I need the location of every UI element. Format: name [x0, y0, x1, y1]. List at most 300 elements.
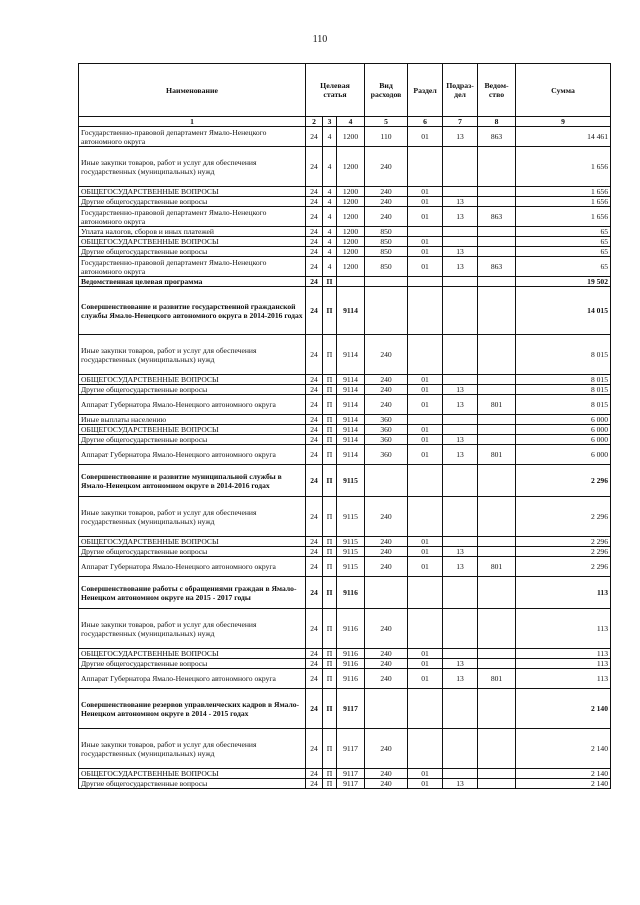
amount-cell: 2 296: [516, 497, 611, 537]
target-article-part1-cell: 24: [306, 257, 323, 277]
table-row: [79, 609, 611, 649]
section-cell: [408, 465, 443, 497]
page-number: 110: [312, 34, 328, 45]
department-cell: [478, 649, 516, 659]
department-cell: [478, 497, 516, 537]
target-article-part2-cell: 4: [323, 247, 337, 257]
table-row: [79, 187, 611, 197]
target-article-part3-cell: 9114: [337, 395, 365, 415]
header-section: Раздел: [408, 64, 443, 117]
target-article-part2-cell: П: [323, 277, 337, 287]
department-cell: [478, 287, 516, 335]
target-article-part1-cell: 24: [306, 237, 323, 247]
department-cell: 801: [478, 445, 516, 465]
row-name-cell: ОБЩЕГОСУДАРСТВЕННЫЕ ВОПРОСЫ: [79, 187, 306, 197]
target-article-part2-cell: 4: [323, 227, 337, 237]
section-cell: [408, 227, 443, 237]
expense-type-cell: 360: [365, 445, 408, 465]
target-article-part2-cell: П: [323, 445, 337, 465]
section-cell: [408, 287, 443, 335]
target-article-part1-cell: 24: [306, 769, 323, 779]
target-article-part3-cell: 9114: [337, 335, 365, 375]
row-name-cell: Уплата налогов, сборов и иных платежей: [79, 227, 306, 237]
target-article-part3-cell: 9117: [337, 769, 365, 779]
amount-cell: 113: [516, 609, 611, 649]
subsection-cell: 13: [443, 445, 478, 465]
subsection-cell: [443, 537, 478, 547]
column-number: 2: [306, 117, 323, 127]
row-name-cell: Совершенствование и развитие государственной гражданской службы Ямало-Ненецкого автономного округа в 2014-2016 годах: [79, 287, 306, 335]
table-row: [79, 425, 611, 435]
target-article-part1-cell: 24: [306, 779, 323, 789]
row-name-cell: Другие общегосударственные вопросы: [79, 779, 306, 789]
target-article-part2-cell: П: [323, 395, 337, 415]
expense-type-cell: 240: [365, 609, 408, 649]
target-article-part2-cell: П: [323, 385, 337, 395]
target-article-part3-cell: 9114: [337, 435, 365, 445]
subsection-cell: [443, 187, 478, 197]
target-article-part3-cell: 9114: [337, 425, 365, 435]
subsection-cell: 13: [443, 395, 478, 415]
expense-type-cell: 240: [365, 557, 408, 577]
row-name-cell: Иные закупки товаров, работ и услуг для обеспечения государственных (муниципальных) нужд: [79, 497, 306, 537]
header-row: [79, 64, 611, 117]
target-article-part1-cell: 24: [306, 445, 323, 465]
header-department: Ведом- ство: [478, 64, 516, 117]
target-article-part1-cell: 24: [306, 247, 323, 257]
target-article-part2-cell: 4: [323, 187, 337, 197]
subsection-cell: 13: [443, 547, 478, 557]
department-cell: 801: [478, 557, 516, 577]
row-name-cell: Иные закупки товаров, работ и услуг для обеспечения государственных (муниципальных) нужд: [79, 729, 306, 769]
target-article-part2-cell: П: [323, 769, 337, 779]
amount-cell: 2 140: [516, 729, 611, 769]
target-article-part2-cell: П: [323, 415, 337, 425]
table-row: [79, 147, 611, 187]
target-article-part3-cell: 1200: [337, 187, 365, 197]
department-cell: [478, 689, 516, 729]
department-cell: 863: [478, 127, 516, 147]
subsection-cell: 13: [443, 779, 478, 789]
amount-cell: 6 000: [516, 425, 611, 435]
expense-type-cell: 240: [365, 375, 408, 385]
expense-type-cell: 240: [365, 335, 408, 375]
subsection-cell: [443, 147, 478, 187]
row-name-cell: Другие общегосударственные вопросы: [79, 197, 306, 207]
expense-type-cell: 240: [365, 187, 408, 197]
target-article-part2-cell: П: [323, 689, 337, 729]
amount-cell: 2 296: [516, 557, 611, 577]
target-article-part1-cell: 24: [306, 395, 323, 415]
target-article-part3-cell: 1200: [337, 237, 365, 247]
target-article-part1-cell: 24: [306, 659, 323, 669]
table-row: [79, 577, 611, 609]
expense-type-cell: [365, 689, 408, 729]
section-cell: [408, 577, 443, 609]
expense-type-cell: 360: [365, 415, 408, 425]
amount-cell: 1 656: [516, 197, 611, 207]
target-article-part3-cell: 9114: [337, 445, 365, 465]
amount-cell: 14 461: [516, 127, 611, 147]
header-subsection: Подраз- дел: [443, 64, 478, 117]
row-name-cell: Иные закупки товаров, работ и услуг для обеспечения государственных (муниципальных) нужд: [79, 335, 306, 375]
row-name-cell: Государственно-правовой департамент Ямало-Ненецкого автономного округа: [79, 207, 306, 227]
row-name-cell: ОБЩЕГОСУДАРСТВЕННЫЕ ВОПРОСЫ: [79, 237, 306, 247]
table-row: [79, 689, 611, 729]
target-article-part1-cell: 24: [306, 577, 323, 609]
department-cell: 801: [478, 395, 516, 415]
column-number: 4: [337, 117, 365, 127]
amount-cell: 8 015: [516, 385, 611, 395]
table-row: [79, 207, 611, 227]
section-cell: 01: [408, 127, 443, 147]
subsection-cell: [443, 277, 478, 287]
section-cell: 01: [408, 385, 443, 395]
header-target-article: Целевая статья: [306, 64, 365, 117]
table-row: [79, 127, 611, 147]
target-article-part2-cell: 4: [323, 237, 337, 247]
budget-table: [78, 63, 611, 789]
expense-type-cell: 240: [365, 385, 408, 395]
subsection-cell: 13: [443, 247, 478, 257]
table-row: [79, 257, 611, 277]
amount-cell: 1 656: [516, 147, 611, 187]
target-article-part3-cell: 9115: [337, 537, 365, 547]
row-name-cell: Государственно-правовой департамент Ямало-Ненецкого автономного округа: [79, 257, 306, 277]
section-cell: 01: [408, 547, 443, 557]
department-cell: [478, 147, 516, 187]
table-row: [79, 669, 611, 689]
target-article-part3-cell: 9116: [337, 577, 365, 609]
subsection-cell: [443, 689, 478, 729]
target-article-part3-cell: 9115: [337, 465, 365, 497]
column-number: 5: [365, 117, 408, 127]
section-cell: 01: [408, 247, 443, 257]
column-number: 6: [408, 117, 443, 127]
row-name-cell: ОБЩЕГОСУДАРСТВЕННЫЕ ВОПРОСЫ: [79, 769, 306, 779]
target-article-part2-cell: 4: [323, 197, 337, 207]
target-article-part2-cell: П: [323, 497, 337, 537]
target-article-part2-cell: 4: [323, 257, 337, 277]
target-article-part1-cell: 24: [306, 649, 323, 659]
column-number: 1: [79, 117, 306, 127]
target-article-part3-cell: 9116: [337, 609, 365, 649]
target-article-part2-cell: П: [323, 287, 337, 335]
table-row: [79, 465, 611, 497]
section-cell: 01: [408, 425, 443, 435]
expense-type-cell: 240: [365, 669, 408, 689]
row-name-cell: Совершенствование и развитие муниципальной службы в Ямало-Ненецком автономном округе в 2014-2016 годах: [79, 465, 306, 497]
target-article-part2-cell: П: [323, 335, 337, 375]
section-cell: 01: [408, 769, 443, 779]
department-cell: [478, 237, 516, 247]
target-article-part3-cell: 9116: [337, 669, 365, 689]
expense-type-cell: 850: [365, 257, 408, 277]
target-article-part3-cell: 1200: [337, 127, 365, 147]
target-article-part3-cell: 9114: [337, 415, 365, 425]
table-row: [79, 335, 611, 375]
expense-type-cell: 240: [365, 497, 408, 537]
target-article-part2-cell: 4: [323, 207, 337, 227]
section-cell: [408, 277, 443, 287]
row-name-cell: Ведомственная целевая программа: [79, 277, 306, 287]
expense-type-cell: 850: [365, 247, 408, 257]
department-cell: [478, 335, 516, 375]
amount-cell: 2 296: [516, 465, 611, 497]
target-article-part2-cell: П: [323, 557, 337, 577]
row-name-cell: Другие общегосударственные вопросы: [79, 659, 306, 669]
row-name-cell: ОБЩЕГОСУДАРСТВЕННЫЕ ВОПРОСЫ: [79, 537, 306, 547]
target-article-part1-cell: 24: [306, 385, 323, 395]
subsection-cell: [443, 729, 478, 769]
subsection-cell: 13: [443, 669, 478, 689]
target-article-part1-cell: 24: [306, 689, 323, 729]
target-article-part1-cell: 24: [306, 227, 323, 237]
amount-cell: 19 502: [516, 277, 611, 287]
expense-type-cell: 240: [365, 649, 408, 659]
subsection-cell: [443, 227, 478, 237]
amount-cell: 8 015: [516, 395, 611, 415]
department-cell: [478, 277, 516, 287]
target-article-part1-cell: 24: [306, 287, 323, 335]
table-row: [79, 779, 611, 789]
table-row: [79, 547, 611, 557]
target-article-part1-cell: 24: [306, 609, 323, 649]
subsection-cell: 13: [443, 435, 478, 445]
table-row: [79, 247, 611, 257]
section-cell: 01: [408, 257, 443, 277]
section-cell: 01: [408, 187, 443, 197]
target-article-part3-cell: 1200: [337, 147, 365, 187]
section-cell: [408, 729, 443, 769]
subsection-cell: [443, 649, 478, 659]
target-article-part1-cell: 24: [306, 415, 323, 425]
table-row: [79, 435, 611, 445]
section-cell: [408, 335, 443, 375]
target-article-part1-cell: 24: [306, 277, 323, 287]
table-body: [79, 127, 611, 789]
department-cell: 863: [478, 207, 516, 227]
amount-cell: 113: [516, 669, 611, 689]
department-cell: [478, 769, 516, 779]
expense-type-cell: 240: [365, 779, 408, 789]
department-cell: [478, 729, 516, 769]
target-article-part3-cell: 9114: [337, 385, 365, 395]
row-name-cell: Аппарат Губернатора Ямало-Ненецкого автономного округа: [79, 395, 306, 415]
amount-cell: 2 140: [516, 779, 611, 789]
expense-type-cell: [365, 577, 408, 609]
department-cell: [478, 187, 516, 197]
target-article-part2-cell: П: [323, 577, 337, 609]
department-cell: [478, 227, 516, 237]
section-cell: [408, 689, 443, 729]
expense-type-cell: 240: [365, 197, 408, 207]
row-name-cell: Государственно-правовой департамент Ямало-Ненецкого автономного округа: [79, 127, 306, 147]
target-article-part3-cell: 9117: [337, 729, 365, 769]
amount-cell: 8 015: [516, 375, 611, 385]
amount-cell: 2 140: [516, 689, 611, 729]
target-article-part2-cell: 4: [323, 147, 337, 187]
subsection-cell: [443, 335, 478, 375]
subsection-cell: 13: [443, 197, 478, 207]
row-name-cell: ОБЩЕГОСУДАРСТВЕННЫЕ ВОПРОСЫ: [79, 649, 306, 659]
header-amount: Сумма: [516, 64, 611, 117]
target-article-part2-cell: П: [323, 375, 337, 385]
target-article-part2-cell: П: [323, 659, 337, 669]
target-article-part2-cell: П: [323, 537, 337, 547]
expense-type-cell: 110: [365, 127, 408, 147]
subsection-cell: [443, 465, 478, 497]
table-row: [79, 497, 611, 537]
target-article-part1-cell: 24: [306, 435, 323, 445]
section-cell: 01: [408, 197, 443, 207]
expense-type-cell: 240: [365, 769, 408, 779]
department-cell: [478, 385, 516, 395]
department-cell: [478, 435, 516, 445]
subsection-cell: [443, 577, 478, 609]
department-cell: [478, 375, 516, 385]
row-name-cell: ОБЩЕГОСУДАРСТВЕННЫЕ ВОПРОСЫ: [79, 375, 306, 385]
column-number: 9: [516, 117, 611, 127]
table-row: [79, 769, 611, 779]
department-cell: [478, 659, 516, 669]
table-row: [79, 385, 611, 395]
target-article-part1-cell: 24: [306, 197, 323, 207]
section-cell: 01: [408, 435, 443, 445]
target-article-part2-cell: 4: [323, 127, 337, 147]
row-name-cell: Другие общегосударственные вопросы: [79, 435, 306, 445]
section-cell: 01: [408, 375, 443, 385]
target-article-part3-cell: 1200: [337, 227, 365, 237]
target-article-part3-cell: 9115: [337, 497, 365, 537]
department-cell: [478, 537, 516, 547]
table-row: [79, 395, 611, 415]
target-article-part2-cell: П: [323, 669, 337, 689]
amount-cell: 14 015: [516, 287, 611, 335]
target-article-part3-cell: 1200: [337, 247, 365, 257]
expense-type-cell: 360: [365, 435, 408, 445]
target-article-part3-cell: 9115: [337, 547, 365, 557]
department-cell: [478, 577, 516, 609]
section-cell: 01: [408, 537, 443, 547]
header-name: Наименование: [79, 64, 306, 117]
expense-type-cell: [365, 277, 408, 287]
column-number-row: [79, 117, 611, 127]
row-name-cell: ОБЩЕГОСУДАРСТВЕННЫЕ ВОПРОСЫ: [79, 425, 306, 435]
expense-type-cell: 240: [365, 207, 408, 227]
expense-type-cell: 850: [365, 227, 408, 237]
table-row: [79, 375, 611, 385]
amount-cell: 65: [516, 247, 611, 257]
target-article-part2-cell: П: [323, 779, 337, 789]
section-cell: 01: [408, 237, 443, 247]
target-article-part1-cell: 24: [306, 729, 323, 769]
amount-cell: 2 140: [516, 769, 611, 779]
target-article-part2-cell: П: [323, 729, 337, 769]
section-cell: 01: [408, 207, 443, 227]
row-name-cell: Другие общегосударственные вопросы: [79, 385, 306, 395]
section-cell: 01: [408, 557, 443, 577]
subsection-cell: [443, 237, 478, 247]
department-cell: 863: [478, 257, 516, 277]
target-article-part1-cell: 24: [306, 127, 323, 147]
expense-type-cell: 240: [365, 395, 408, 415]
target-article-part2-cell: П: [323, 649, 337, 659]
expense-type-cell: [365, 465, 408, 497]
table-row: [79, 659, 611, 669]
subsection-cell: 13: [443, 557, 478, 577]
amount-cell: 6 000: [516, 445, 611, 465]
target-article-part1-cell: 24: [306, 187, 323, 197]
amount-cell: 1 656: [516, 207, 611, 227]
table-row: [79, 537, 611, 547]
row-name-cell: Иные закупки товаров, работ и услуг для обеспечения государственных (муниципальных) нужд: [79, 609, 306, 649]
expense-type-cell: 240: [365, 729, 408, 769]
table-row: [79, 227, 611, 237]
target-article-part3-cell: 9114: [337, 375, 365, 385]
target-article-part3-cell: 9116: [337, 649, 365, 659]
table-row: [79, 445, 611, 465]
amount-cell: 1 656: [516, 187, 611, 197]
subsection-cell: 13: [443, 659, 478, 669]
target-article-part2-cell: П: [323, 465, 337, 497]
target-article-part3-cell: 9114: [337, 287, 365, 335]
target-article-part1-cell: 24: [306, 537, 323, 547]
expense-type-cell: 240: [365, 537, 408, 547]
table-row: [79, 557, 611, 577]
target-article-part3-cell: 1200: [337, 197, 365, 207]
subsection-cell: [443, 415, 478, 425]
target-article-part2-cell: П: [323, 547, 337, 557]
row-name-cell: Иные выплаты населению: [79, 415, 306, 425]
amount-cell: 6 000: [516, 415, 611, 425]
amount-cell: 65: [516, 227, 611, 237]
column-number: 8: [478, 117, 516, 127]
target-article-part1-cell: 24: [306, 375, 323, 385]
column-number: 3: [323, 117, 337, 127]
subsection-cell: [443, 287, 478, 335]
target-article-part3-cell: [337, 277, 365, 287]
section-cell: [408, 147, 443, 187]
target-article-part1-cell: 24: [306, 335, 323, 375]
row-name-cell: Аппарат Губернатора Ямало-Ненецкого автономного округа: [79, 445, 306, 465]
subsection-cell: 13: [443, 127, 478, 147]
target-article-part3-cell: 9116: [337, 659, 365, 669]
subsection-cell: [443, 497, 478, 537]
amount-cell: 65: [516, 237, 611, 247]
row-name-cell: Совершенствование резервов управленческих кадров в Ямало-Ненецком автономном округе в 2014 - 2015 годах: [79, 689, 306, 729]
department-cell: [478, 465, 516, 497]
row-name-cell: Совершенствование работы с обращениями граждан в Ямало-Ненецком автономном округе на 2015 - 2017 годы: [79, 577, 306, 609]
target-article-part3-cell: 9115: [337, 557, 365, 577]
target-article-part1-cell: 24: [306, 547, 323, 557]
subsection-cell: 13: [443, 207, 478, 227]
target-article-part3-cell: 1200: [337, 257, 365, 277]
subsection-cell: [443, 375, 478, 385]
table-row: [79, 277, 611, 287]
target-article-part2-cell: П: [323, 425, 337, 435]
department-cell: [478, 247, 516, 257]
column-number: 7: [443, 117, 478, 127]
section-cell: 01: [408, 659, 443, 669]
section-cell: 01: [408, 649, 443, 659]
table-row: [79, 287, 611, 335]
target-article-part1-cell: 24: [306, 557, 323, 577]
section-cell: 01: [408, 395, 443, 415]
subsection-cell: [443, 609, 478, 649]
amount-cell: 8 015: [516, 335, 611, 375]
target-article-part3-cell: 9117: [337, 779, 365, 789]
